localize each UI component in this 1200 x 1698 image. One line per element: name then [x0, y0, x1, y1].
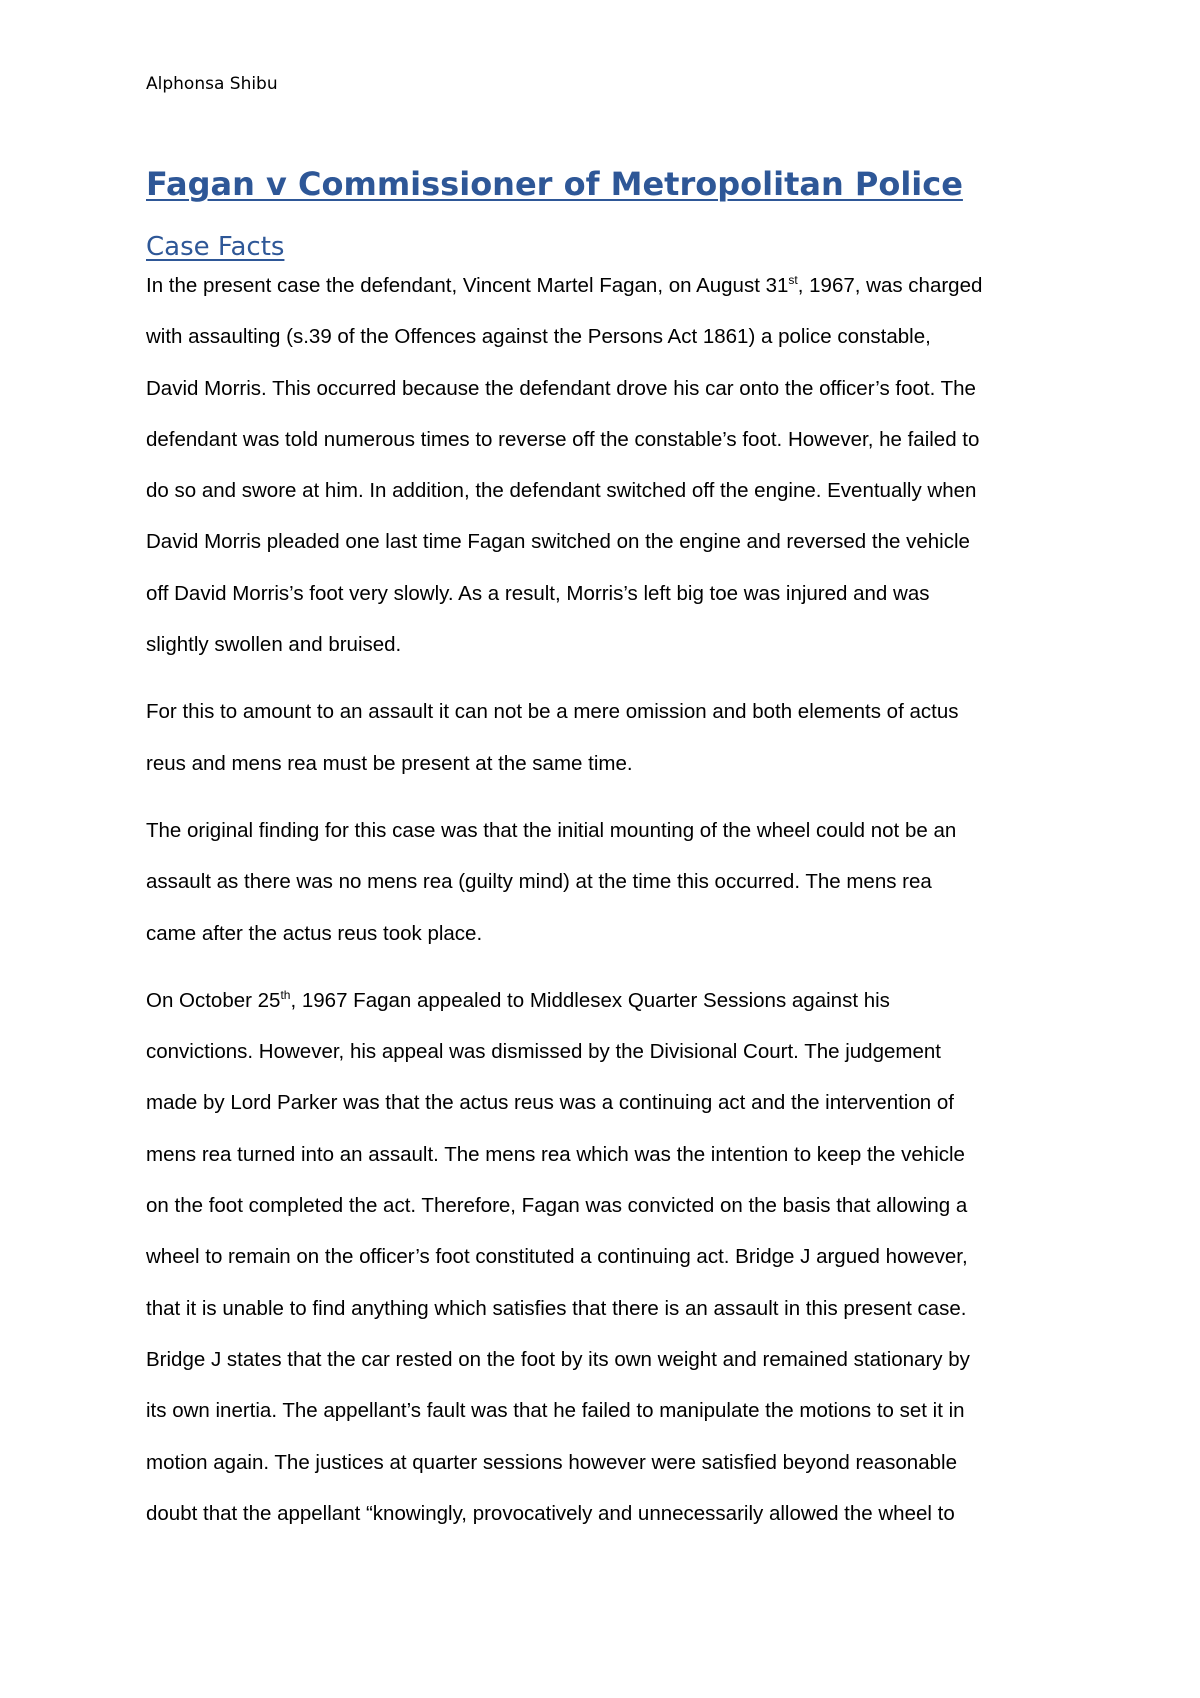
document-title: Fagan v Commissioner of Metropolitan Police: [146, 165, 963, 203]
text-line: off David Morris’s foot very slowly. As a result, Morris’s left big toe was injured and was: [146, 581, 930, 605]
paragraph-spacer: [146, 967, 1066, 983]
section-heading: Case Facts: [146, 232, 285, 262]
text-line: with assaulting (s.39 of the Offences against the Persons Act 1861) a police constable,: [146, 325, 931, 349]
text-line: do so and swore at him. In addition, the defendant switched off the engine. Eventually when: [146, 479, 977, 503]
document-body: [146, 268, 1066, 1547]
paragraph-original-finding: [146, 813, 1066, 967]
text-line: David Morris. This occurred because the defendant drove his car onto the officer’s foot. The: [146, 376, 976, 400]
paragraph-spacer: [146, 678, 1066, 694]
text-line: On October 25th, 1967 Fagan appealed to Middlesex Quarter Sessions against his: [146, 988, 890, 1012]
paragraph-assault-elements: [146, 694, 1066, 797]
text-line: motion again. The justices at quarter sessions however were satisfied beyond reasonable: [146, 1450, 957, 1474]
text-line: For this to amount to an assault it can not be a mere omission and both elements of actus: [146, 700, 959, 724]
text-line: In the present case the defendant, Vincent Martel Fagan, on August 31st, 1967, was charged: [146, 273, 983, 297]
text-line: David Morris pleaded one last time Fagan switched on the engine and reversed the vehicle: [146, 530, 970, 554]
text-line: its own inertia. The appellant’s fault was that he failed to manipulate the motions to set it in: [146, 1399, 965, 1423]
text-line: The original finding for this case was that the initial mounting of the wheel could not be an: [146, 818, 957, 842]
text-line: mens rea turned into an assault. The mens rea which was the intention to keep the vehicle: [146, 1142, 965, 1166]
paragraph-case-facts: [146, 268, 1066, 678]
text-line: that it is unable to find anything which satisfies that there is an assault in this present case.: [146, 1296, 967, 1320]
text-line: defendant was told numerous times to reverse off the constable’s foot. However, he failed to: [146, 427, 980, 451]
text-line: Bridge J states that the car rested on the foot by its own weight and remained stationary by: [146, 1347, 970, 1371]
text-line: reus and mens rea must be present at the same time.: [146, 751, 633, 775]
paragraph-appeal: [146, 983, 1066, 1547]
text-line: assault as there was no mens rea (guilty mind) at the time this occurred. The mens rea: [146, 870, 932, 894]
author-name: Alphonsa Shibu: [146, 74, 278, 94]
text-line: came after the actus reus took place.: [146, 921, 483, 945]
text-line: slightly swollen and bruised.: [146, 633, 402, 657]
text-line: on the foot completed the act. Therefore, Fagan was convicted on the basis that allowing a: [146, 1194, 968, 1218]
text-line: doubt that the appellant “knowingly, provocatively and unnecessarily allowed the wheel to: [146, 1501, 955, 1525]
text-line: made by Lord Parker was that the actus reus was a continuing act and the intervention of: [146, 1091, 954, 1115]
text-line: wheel to remain on the officer’s foot constituted a continuing act. Bridge J argued however,: [146, 1245, 968, 1269]
text-line: convictions. However, his appeal was dismissed by the Divisional Court. The judgement: [146, 1040, 941, 1064]
paragraph-spacer: [146, 797, 1066, 813]
